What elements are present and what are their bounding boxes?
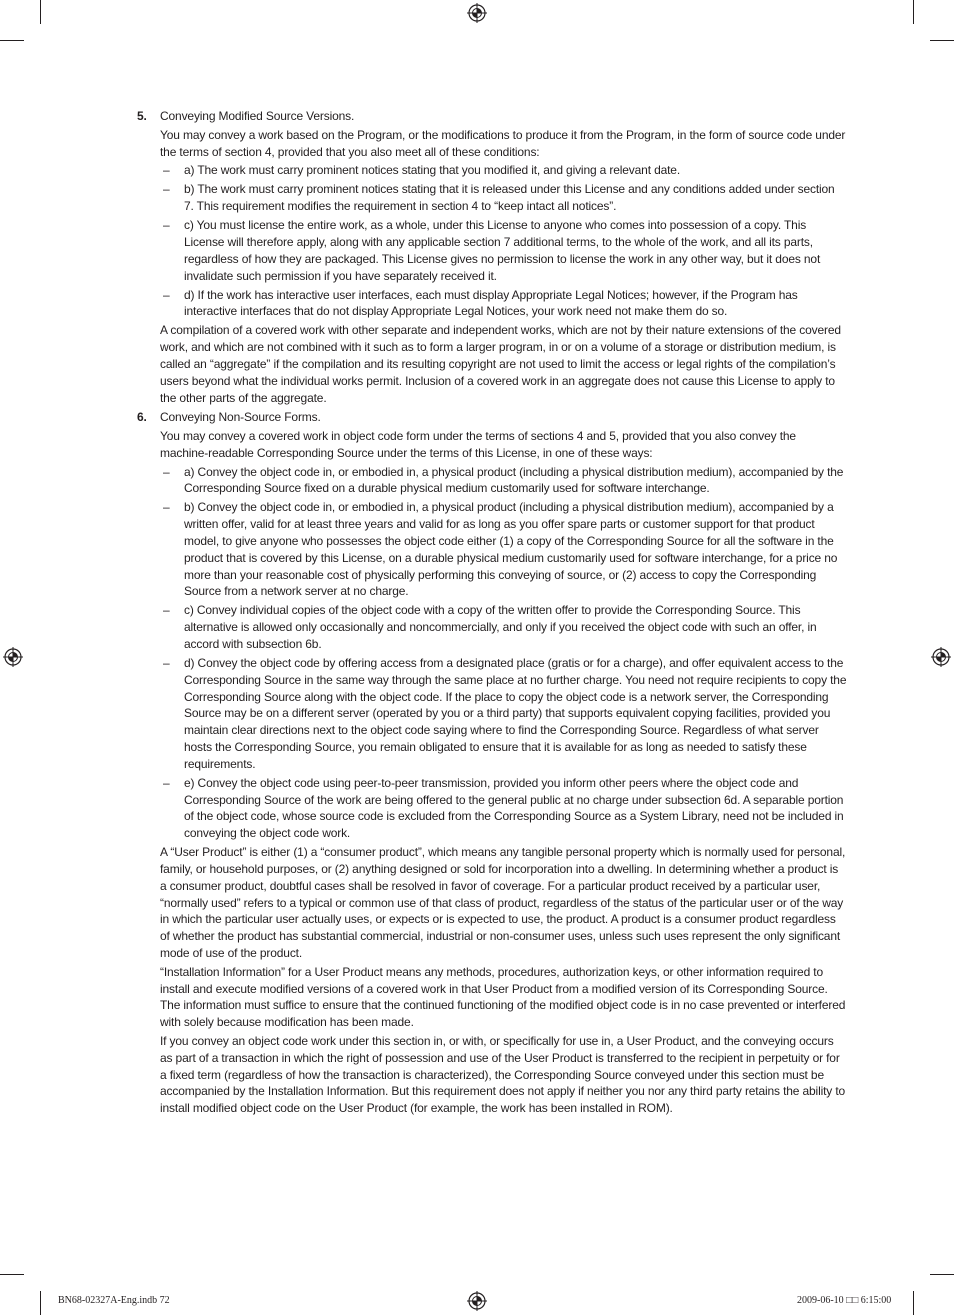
list-item-text: b) Convey the object code in, or embodied in, a physical product (including a physical distribution medium), accompanied by a written offer, valid for at least three years and valid for as long as you offer spare parts or customer support for that product model, to give anyone who possesses the object code either (1) a copy of the Corresponding Source for all the software in the product that is covered by this License, on a durable physical medium customarily used for software interchange, for a price no more than your reasonable cost of physically performing this conveying of source, or (2) access to copy the Corresponding Source from a network server at no charge.	[184, 500, 838, 599]
bullet-dash: –	[163, 603, 170, 618]
bullet-dash: –	[163, 500, 170, 515]
list-item-text: a) The work must carry prominent notices stating that you modified it, and giving a relevant date.	[184, 163, 681, 178]
bullet-dash: –	[163, 163, 170, 178]
paragraph: “Installation Information” for a User Product means any methods, procedures, authorization keys, or other information required to install and execute modified versions of a covered work in that User Product from a modified version of its Corresponding Source. The information must suffice to ensure that the continued functioning of the modified object code is in no case prevented or interfered with solely because modification has been made.	[160, 964, 846, 1030]
section-heading	[137, 409, 847, 426]
list-item	[160, 464, 847, 498]
list-item	[160, 217, 847, 284]
bullet-dash: –	[163, 775, 170, 790]
crop-mark	[930, 1274, 954, 1275]
section-heading	[137, 108, 847, 125]
list-item	[160, 181, 847, 215]
registration-mark-icon	[931, 647, 951, 667]
section-number: 5.	[137, 109, 147, 123]
footer-file-name: BN68-02327A-Eng.indb 72	[58, 1295, 170, 1306]
license-text	[137, 108, 847, 1119]
bullet-dash: –	[163, 182, 170, 197]
method-list	[160, 464, 847, 842]
list-item-text: a) Convey the object code in, or embodied in, a physical product (including a physical distribution medium), accompanied by the Corresponding Source fixed on a durable physical medium customarily used for software interchange.	[184, 464, 844, 496]
crop-mark	[913, 1291, 914, 1315]
crop-mark	[0, 40, 24, 41]
section-intro: You may convey a covered work in object code form under the terms of sections 4 and 5, provided that you also convey the machine-readable Corresponding Source under the terms of this License, in one of these ways:	[160, 429, 796, 460]
section-5	[137, 108, 847, 406]
registration-mark-icon	[3, 647, 23, 667]
list-item	[160, 499, 847, 600]
list-item	[160, 287, 847, 321]
section-intro: You may convey a work based on the Program, or the modifications to produce it from the Program, in the form of source code under the terms of section 4, provided that you also meet all of these conditions:	[160, 127, 846, 159]
crop-mark	[913, 0, 914, 24]
list-item-text: e) Convey the object code using peer-to-peer transmission, provided you inform other peers where the object code and Corresponding Source of the work are being offered to the general public at no charge under subsection 6d. A separable portion of the object code, whose source code is excluded from the Corresponding Source as a System Library, need not be included in conveying the object code work.	[184, 775, 844, 841]
paragraph: A “User Product” is either (1) a “consumer product”, which means any tangible personal property which is normally used for personal, family, or household purposes, or (2) anything designed or sold for incorporation into a dwelling. In determining whether a product is a consumer product, doubtful cases shall be resolved in favor of coverage. For a particular product received by a particular user, “normally used” refers to a typical or common use of that class of product, regardless of the status of the particular user or of the way in which the particular user actually uses, or expects or is expected to use, the product. A product is a consumer product regardless of whether the product has substantial commercial, industrial or non-consumer uses, unless such uses represent the only significant mode of use of the product.	[160, 845, 846, 960]
list-item	[160, 162, 847, 179]
crop-mark	[40, 1291, 41, 1315]
list-item-text: b) The work must carry prominent notices stating that it is released under this License and any conditions added under section 7. This requirement modifies the requirement in section 4 to “keep intact all notices”.	[184, 182, 835, 214]
list-item	[160, 655, 847, 773]
bullet-dash: –	[163, 656, 170, 671]
section-number: 6.	[137, 410, 147, 425]
list-item-text: c) Convey individual copies of the object code with a copy of the written offer to provide the Corresponding Source. This alternative is allowed only occasionally and noncommercially, and only if you received the object code with such an offer, in accord with subsection 6b.	[184, 603, 817, 652]
crop-mark	[40, 0, 41, 24]
list-item	[160, 775, 847, 842]
list-item-text: d) Convey the object code by offering access from a designated place (gratis or for a charge), and offer equivalent access to the Corresponding Source in the same way through the same place at no further charge. You need not require recipients to copy the Corresponding Source along with the object code. If the place to copy the object code is a network server, the Corresponding Source may be on a different server (operated by you or a third party) that supports equivalent copying facilities, provided you maintain clear directions next to the object code saying where to find the Corresponding Source. Regardless of what server hosts the Corresponding Source, you remain obligated to ensure that it is available for as long as needed to satisfy these requirements.	[184, 656, 847, 771]
list-item-text: c) You must license the entire work, as a whole, under this License to anyone who comes into possession of a copy. This License will therefore apply, along with any applicable section 7 additional terms, to the whole of the work, and all its parts, regardless of how they are packaged. This License gives no permission to license the work in any other way, but it does not invalidate such permission if you have separately received it.	[184, 218, 821, 283]
bullet-dash: –	[163, 287, 170, 302]
bullet-dash: –	[163, 464, 170, 479]
registration-mark-icon	[467, 1291, 487, 1311]
list-item	[160, 602, 847, 652]
crop-mark	[930, 40, 954, 41]
condition-list	[160, 162, 847, 320]
paragraph: A compilation of a covered work with other separate and independent works, which are not by their nature extensions of the covered work, and which are not combined with it such as to form a larger program, in or on a volume of a storage or distribution medium, is called an “aggregate” if the compilation and its resulting copyright are not used to limit the access or legal rights of the compilation’s users beyond what the individual works permit. Inclusion of a covered work in an aggregate does not cause this License to apply to the other parts of the aggregate.	[160, 323, 841, 405]
list-item-text: d) If the work has interactive user interfaces, each must display Appropriate Legal Notices; however, if the Program has interactive interfaces that do not display Appropriate Legal Notices, your work need not make them do so.	[184, 287, 798, 319]
footer-timestamp: 2009-06-10 □□ 6:15:00	[797, 1295, 892, 1306]
registration-mark-icon	[467, 3, 487, 23]
paragraph: If you convey an object code work under this section in, or with, or specifically for use in, a User Product, and the conveying occurs as part of a transaction in which the right of possession and use of the User Product is transferred to the recipient in perpetuity or for a fixed term (regardless of how the transaction is characterized), the Corresponding Source conveyed under this section must be accompanied by the Installation Information. But this requirement does not apply if neither you nor any third party retains the ability to install modified object code on the User Product (for example, the work has been installed in ROM).	[160, 1033, 846, 1116]
section-6	[137, 409, 847, 1117]
crop-mark	[0, 1274, 24, 1275]
section-title: Conveying Modified Source Versions.	[160, 109, 355, 123]
section-title: Conveying Non-Source Forms.	[160, 410, 321, 425]
bullet-dash: –	[163, 218, 170, 233]
